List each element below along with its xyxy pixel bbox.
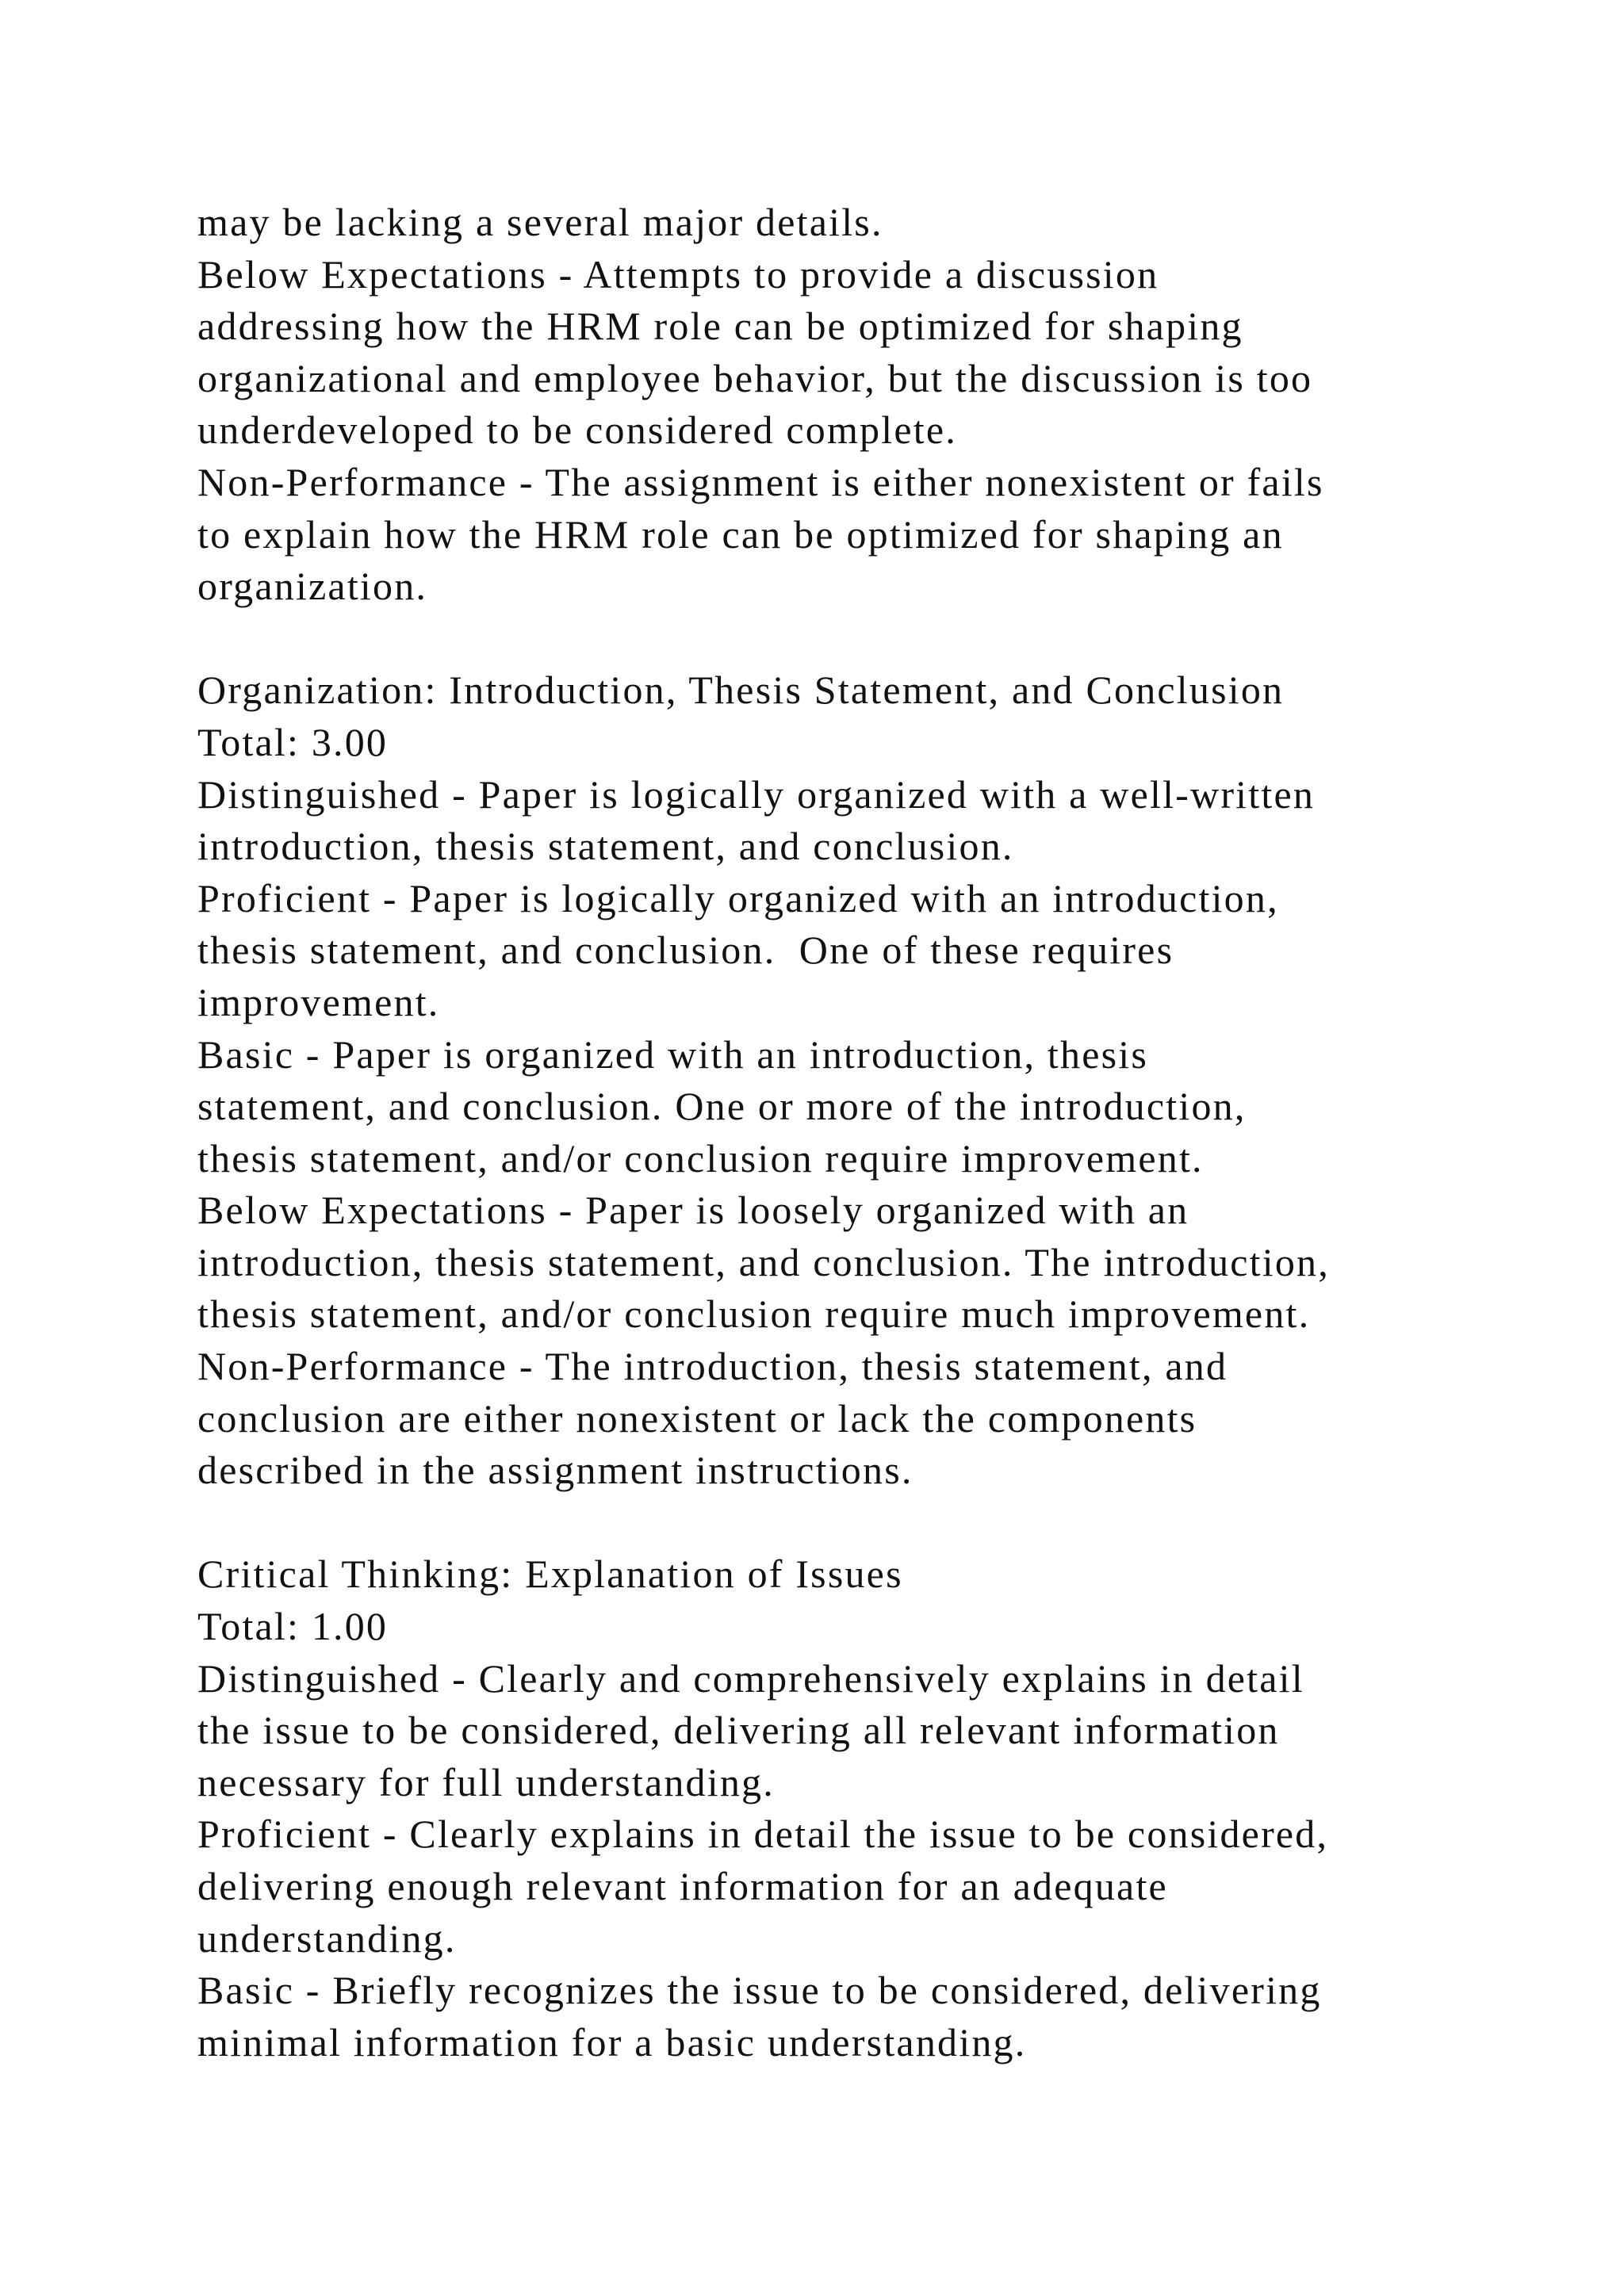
text-line: conclusion are either nonexistent or lack the components: [197, 1395, 1197, 1441]
text-line: introduction, thesis statement, and conclusion. The introduction,: [197, 1239, 1330, 1284]
text-line: the issue to be considered, delivering all relevant information: [197, 1708, 1280, 1753]
text-line: organizational and employee behavior, but the discussion is too: [197, 355, 1313, 400]
text-line: necessary for full understanding.: [197, 1759, 775, 1804]
text-line: Below Expectations - Attempts to provide a discussion: [197, 251, 1159, 297]
section-total: Total: 3.00: [197, 719, 389, 764]
text-line: Proficient - Clearly explains in detail the issue to be considered,: [197, 1812, 1329, 1857]
intro-block: [197, 197, 1545, 613]
text-line: addressing how the HRM role can be optimized for shaping: [197, 304, 1243, 349]
text-line: organization.: [197, 564, 428, 609]
text-line: to explain how the HRM role can be optimized for shaping an: [197, 511, 1284, 557]
text-line: Proficient - Paper is logically organized with an introduction,: [197, 875, 1279, 920]
section-total: Total: 1.00: [197, 1604, 389, 1649]
text-line: described in the assignment instructions.: [197, 1448, 914, 1493]
text-line: thesis statement, and/or conclusion require much improvement.: [197, 1292, 1311, 1337]
section-heading: Critical Thinking: Explanation of Issues: [197, 1552, 903, 1597]
text-line: Below Expectations - Paper is loosely organized with an: [197, 1188, 1189, 1233]
section-heading: Organization: Introduction, Thesis Statement, and Conclusion: [197, 668, 1285, 713]
organization-section: [197, 664, 1545, 1497]
text-line: Non-Performance - The introduction, thesis statement, and: [197, 1344, 1228, 1389]
text-line: minimal information for a basic understanding.: [197, 2019, 1027, 2064]
text-line: thesis statement, and conclusion. One of these requires: [197, 928, 1174, 973]
text-line: Non-Performance - The assignment is either nonexistent or fails: [197, 459, 1324, 504]
text-line: Basic - Paper is organized with an introduction, thesis: [197, 1031, 1149, 1077]
critical-thinking-section: [197, 1548, 1545, 2068]
text-line: thesis statement, and/or conclusion require improvement.: [197, 1135, 1204, 1181]
text-line: underdeveloped to be considered complete.: [197, 408, 957, 453]
text-line: introduction, thesis statement, and conclusion.: [197, 824, 1014, 869]
text-line: Distinguished - Paper is logically organized with a well-written: [197, 771, 1316, 817]
paragraph-gap: [197, 613, 1545, 665]
paragraph-gap: [197, 1497, 1545, 1549]
text-line: may be lacking a several major details.: [197, 200, 883, 244]
text-line: improvement.: [197, 979, 440, 1024]
text-line: Distinguished - Clearly and comprehensively explains in detail: [197, 1655, 1304, 1701]
text-line: statement, and conclusion. One or more of the introduction,: [197, 1084, 1247, 1129]
text-line: understanding.: [197, 1915, 457, 1961]
text-line: delivering enough relevant information for an adequate: [197, 1864, 1168, 1908]
document-body: [197, 197, 1545, 2068]
text-line: Basic - Briefly recognizes the issue to be considered, delivering: [197, 1968, 1322, 2013]
